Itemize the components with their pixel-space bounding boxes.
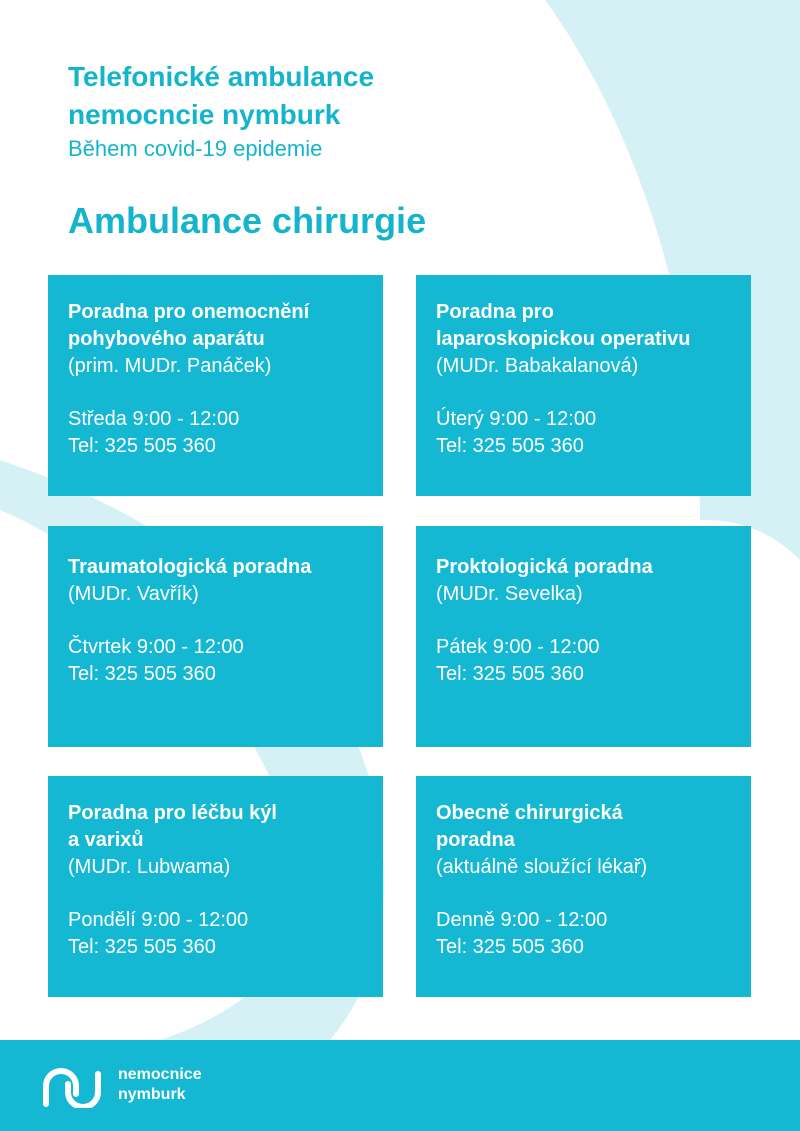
page-title-line2: nemocncie nymburk xyxy=(68,99,341,130)
clinic-card xyxy=(416,776,751,997)
clinic-hours: Úterý 9:00 - 12:00 xyxy=(436,408,597,430)
clinic-phone: Tel: 325 505 360 xyxy=(68,435,216,457)
clinic-card xyxy=(48,776,383,997)
clinic-doctor: (MUDr. Babakalanová) xyxy=(436,355,639,377)
clinic-name-line2: poradna xyxy=(436,829,515,851)
clinic-doctor: (prim. MUDr. Panáček) xyxy=(68,355,272,377)
page-title-line1: Telefonické ambulance xyxy=(68,61,375,92)
clinic-card xyxy=(416,275,751,496)
clinic-name: Traumatologická poradna xyxy=(68,556,312,578)
clinic-doctor: (MUDr. Sevelka) xyxy=(436,583,583,605)
clinic-name-line1: Poradna pro onemocnění xyxy=(68,301,310,323)
clinic-card xyxy=(48,275,383,496)
clinic-hours: Čtvrtek 9:00 - 12:00 xyxy=(68,636,244,658)
clinic-name-line1: Poradna pro léčbu kýl xyxy=(68,802,277,824)
logo-text xyxy=(118,1065,202,1105)
logo-text-line1: nemocnice xyxy=(118,1066,202,1083)
clinic-phone: Tel: 325 505 360 xyxy=(436,663,584,685)
clinic-doctor: (aktuálně sloužící lékař) xyxy=(436,856,648,878)
clinic-hours: Středa 9:00 - 12:00 xyxy=(68,408,240,430)
clinic-phone: Tel: 325 505 360 xyxy=(436,936,584,958)
clinic-name-line1: Obecně chirurgická xyxy=(436,802,623,824)
clinic-card xyxy=(416,526,751,747)
clinic-phone: Tel: 325 505 360 xyxy=(68,663,216,685)
section-title: Ambulance chirurgie xyxy=(68,200,427,241)
nemocnice-logo-icon xyxy=(40,1064,104,1108)
clinic-phone: Tel: 325 505 360 xyxy=(436,435,584,457)
page-subtitle: Během covid-19 epidemie xyxy=(68,136,323,161)
clinic-hours: Pondělí 9:00 - 12:00 xyxy=(68,909,249,931)
clinic-name-line1: Poradna pro xyxy=(436,301,554,323)
clinic-name-line2: laparoskopickou operativu xyxy=(436,328,691,350)
footer xyxy=(0,1040,800,1131)
header xyxy=(68,58,374,164)
clinic-phone: Tel: 325 505 360 xyxy=(68,936,216,958)
clinic-doctor: (MUDr. Vavřík) xyxy=(68,583,199,605)
clinic-name-line2: pohybového aparátu xyxy=(68,328,265,350)
clinic-hours: Denně 9:00 - 12:00 xyxy=(436,909,608,931)
clinic-hours: Pátek 9:00 - 12:00 xyxy=(436,636,600,658)
clinic-name: Proktologická poradna xyxy=(436,556,653,578)
clinic-doctor: (MUDr. Lubwama) xyxy=(68,856,231,878)
clinic-name-line2: a varixů xyxy=(68,829,144,851)
clinic-card xyxy=(48,526,383,747)
logo-text-line2: nymburk xyxy=(118,1086,186,1103)
